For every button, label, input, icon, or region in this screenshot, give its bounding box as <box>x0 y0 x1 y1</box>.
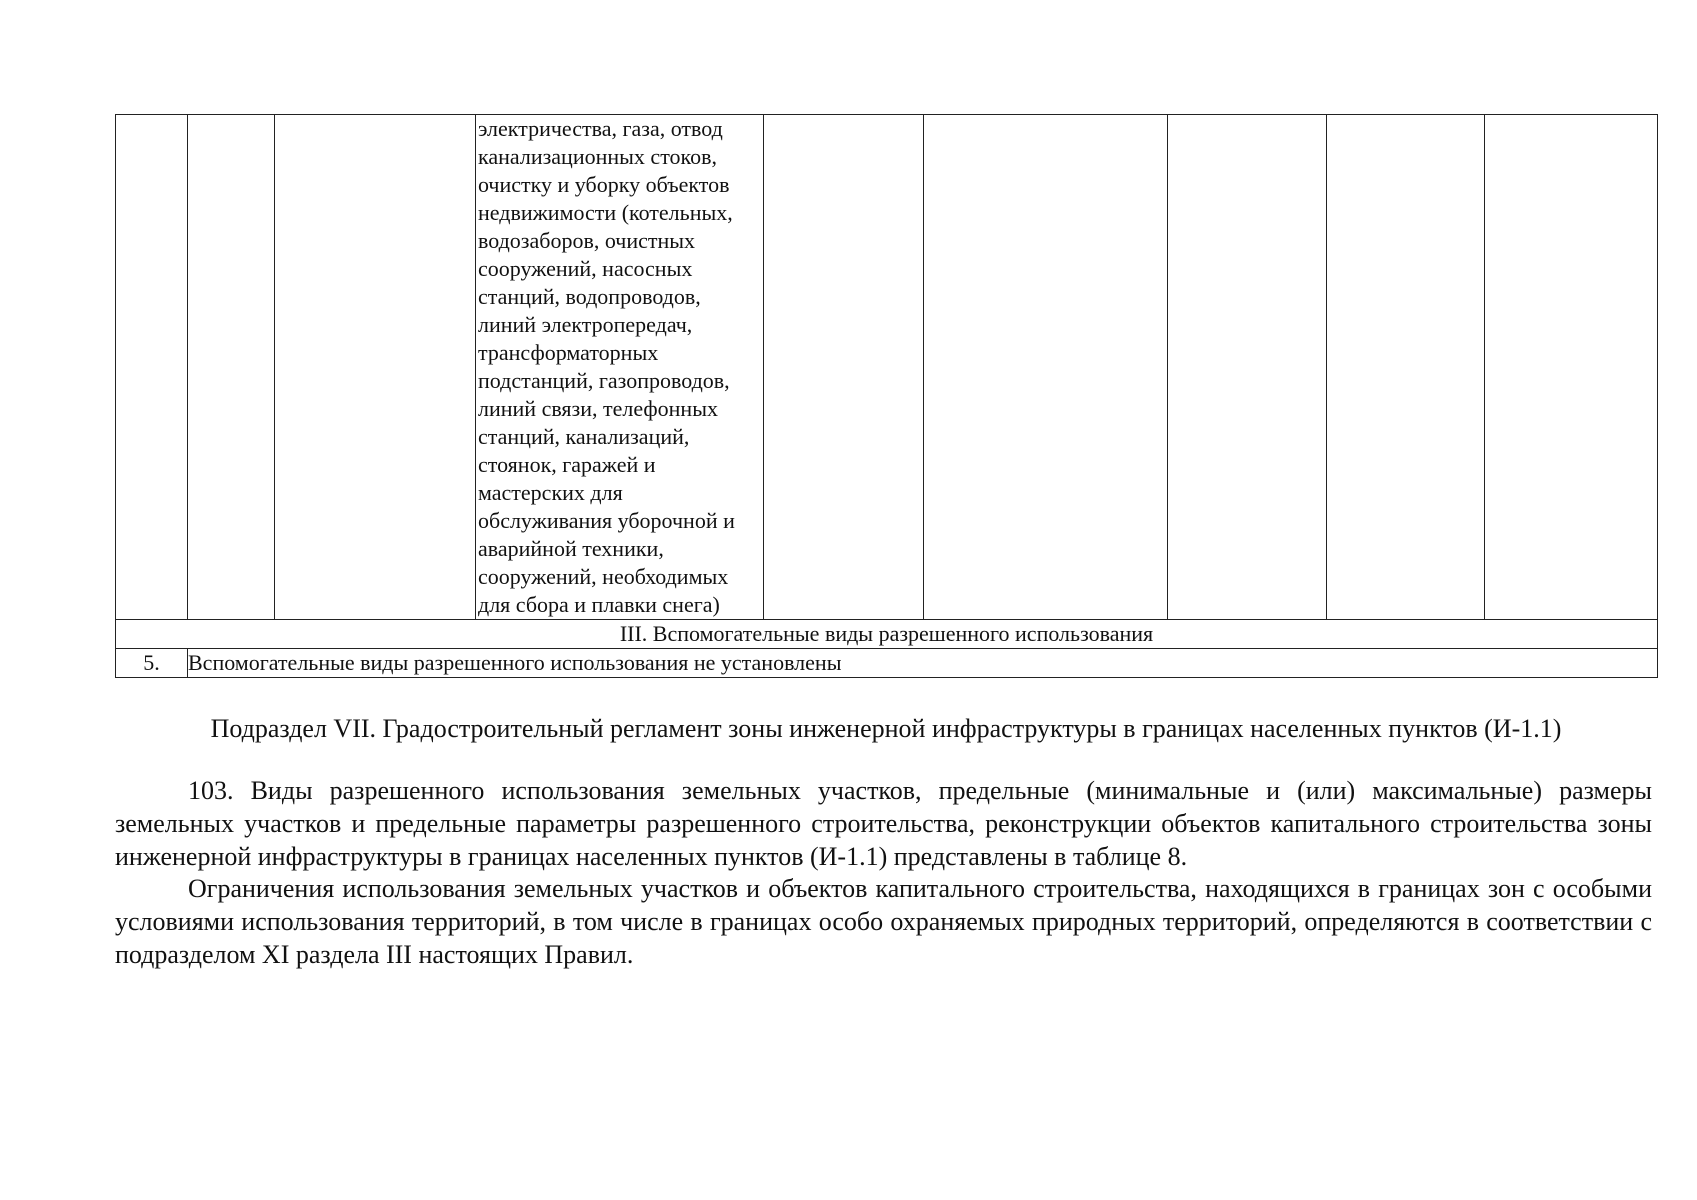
description-line: очистку и уборку объектов <box>478 172 730 197</box>
description-line: водозаборов, очистных <box>478 228 696 253</box>
description-line: станций, водопроводов, <box>478 284 701 309</box>
table-cell-empty <box>1327 115 1485 620</box>
table-cell-empty <box>764 115 924 620</box>
description-line: стоянок, гаражей и <box>478 452 656 477</box>
section-header-cell: III. Вспомогательные виды разрешенного использования <box>116 620 1658 649</box>
paragraph-restrictions: Ограничения использования земельных участков и объектов капитального строительства, находящихся в границах зон с особыми условиями использования территорий, в том числе в границах особо охраняемых природных территорий, определяются в соответствии с подразделом XI раздела III настоящих Правил. <box>115 874 1652 969</box>
regulation-table <box>115 114 1658 678</box>
description-line: для сбора и плавки снега) <box>478 592 720 617</box>
description-line: сооружений, насосных <box>478 256 693 281</box>
description-line: станций, канализаций, <box>478 424 690 449</box>
description-line: сооружений, необходимых <box>478 564 729 589</box>
description-line: линий связи, телефонных <box>478 396 718 421</box>
table-row-section-header <box>116 620 1658 649</box>
table-cell-description <box>476 115 764 620</box>
description-line: аварийной техники, <box>478 536 664 561</box>
row-text-cell: Вспомогательные виды разрешенного использования не установлены <box>188 649 1658 678</box>
description-line: трансформаторных <box>478 340 659 365</box>
subsection-heading: Подраздел VII. Градостроительный регламент зоны инженерной инфраструктуры в границах населенных пунктов (И-1.1) <box>210 714 1562 743</box>
table-cell-empty <box>188 115 275 620</box>
description-line: недвижимости (котельных, <box>478 200 733 225</box>
description-line: мастерских для <box>478 480 623 505</box>
description-line: обслуживания уборочной и <box>478 508 735 533</box>
description-line: подстанций, газопроводов, <box>478 368 730 393</box>
table-row-continuation <box>116 115 1658 620</box>
description-line: электричества, газа, отвод <box>478 116 723 141</box>
paragraph-103: 103. Виды разрешенного использования земельных участков, предельные (минимальные и (или) максимальные) размеры земельных участков и предельные параметры разрешенного строительства, реконструкции объектов капитального строительства зоны инженерной инфраструктуры в границах населенных пунктов (И-1.1) представлены в таблице 8. <box>115 776 1652 871</box>
table-cell-empty <box>1485 115 1658 620</box>
table-cell-empty <box>275 115 476 620</box>
description-line: канализационных стоков, <box>478 144 717 169</box>
table-cell-empty <box>116 115 188 620</box>
table-cell-empty <box>924 115 1168 620</box>
table-row <box>116 649 1658 678</box>
description-line: линий электропередач, <box>478 312 693 337</box>
row-number-cell: 5. <box>116 649 188 678</box>
table-cell-empty <box>1168 115 1327 620</box>
